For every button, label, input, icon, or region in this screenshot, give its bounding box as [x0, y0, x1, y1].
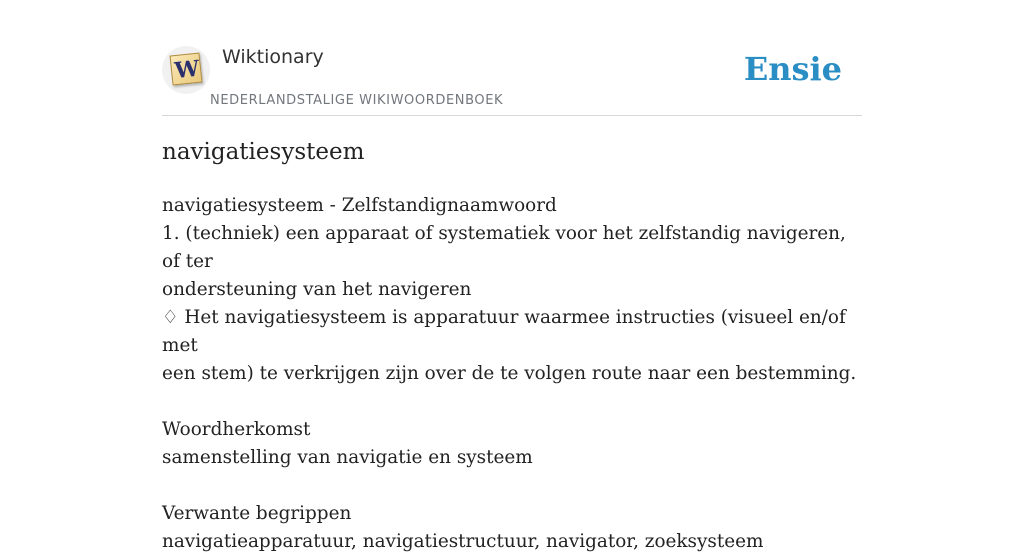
wiktionary-logo[interactable] — [162, 46, 210, 94]
entry-heading: navigatiesysteem - Zelfstandignaamwoord — [162, 195, 557, 216]
definition-line: 1. (techniek) een apparaat of systematiek voor het zelfstandig navigeren, of ter — [162, 223, 846, 272]
page-title: navigatiesysteem — [162, 139, 365, 165]
ensie-brand-link[interactable]: Ensie — [743, 50, 842, 88]
spacer — [162, 388, 862, 416]
etymology-heading: Woordherkomst — [162, 419, 311, 440]
definition-line: ondersteuning van het navigeren — [162, 279, 472, 300]
site-tagline: NEDERLANDSTALIGE WIKIWOORDENBOEK — [210, 93, 504, 108]
logo-tile-icon — [170, 53, 203, 86]
etymology-text: samenstelling van navigatie en systeem — [162, 447, 533, 468]
site-header — [162, 0, 862, 116]
spacer — [162, 472, 862, 500]
logo-letter: W — [173, 55, 201, 85]
related-terms: navigatieapparatuur, navigatiestructuur, navigator, zoeksysteem — [162, 531, 764, 552]
site-name[interactable]: Wiktionary — [222, 46, 324, 68]
example-line: ♢ Het navigatiesysteem is apparatuur waarmee instructies (visueel en/of met — [162, 307, 846, 356]
entry-content — [162, 192, 862, 556]
example-line: een stem) te verkrijgen zijn over de te volgen route naar een bestemming. — [162, 363, 857, 384]
page — [162, 0, 862, 552]
related-heading: Verwante begrippen — [162, 503, 352, 524]
